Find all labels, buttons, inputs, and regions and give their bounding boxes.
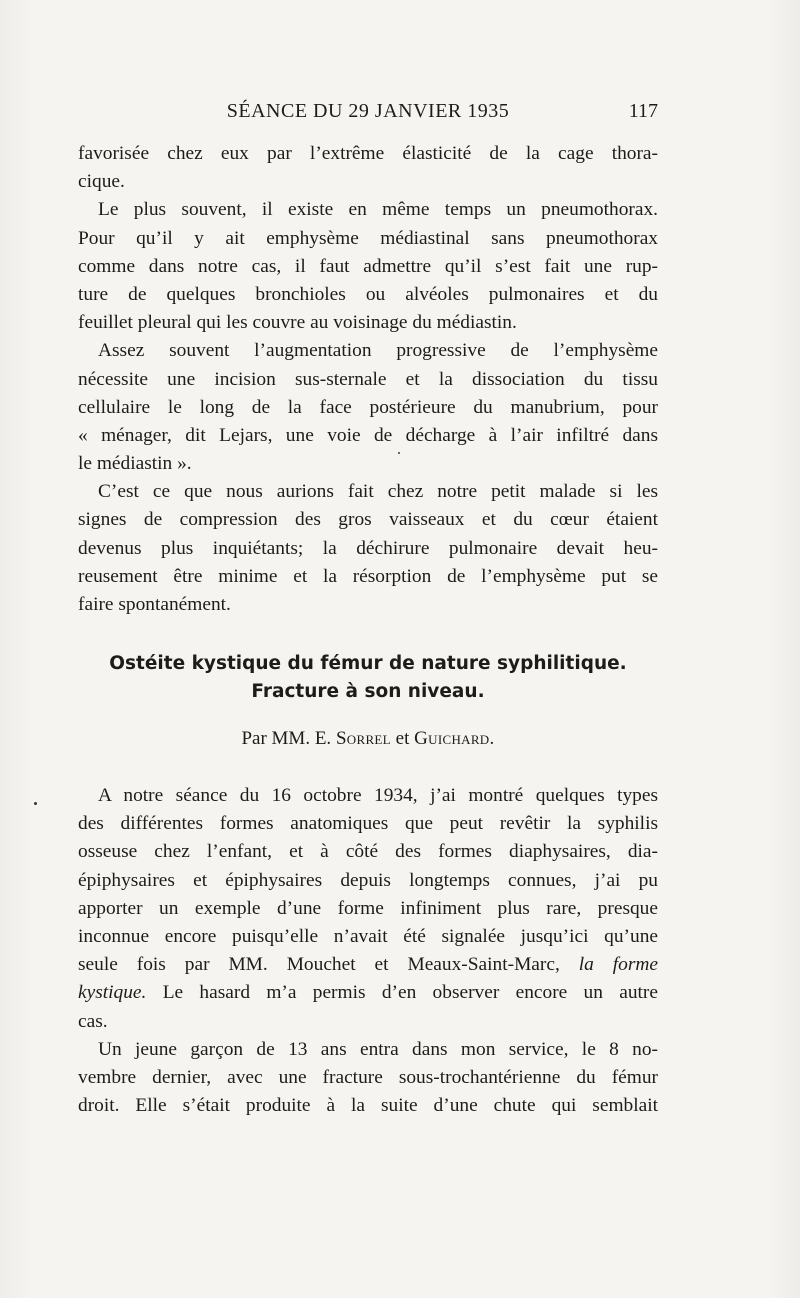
text-line: feuillet pleural qui les couvre au voisinage du médiastin. (78, 312, 517, 334)
author-sorrel: Sorrel (335, 728, 391, 749)
byline-prefix: Par MM. E. (241, 728, 332, 749)
text-line: « ménager, dit Lejars, une voie de décharge à l’air infiltré dans (78, 424, 658, 446)
article-title-line-1: Ostéite kystique du fémur de nature syphilitique. (109, 653, 627, 674)
text-fragment: seule fois par MM. Mouchet et Meaux-Saint-Marc, (78, 954, 560, 976)
text-line: ture de quelques bronchioles ou alvéoles pulmonaires et du (78, 283, 658, 305)
text-line: apporter un exemple d’une forme infiniment plus rare, presque (78, 897, 658, 919)
text-line: signes de compression des gros vaisseaux et du cœur étaient (78, 509, 658, 531)
text-line: cas. (78, 1010, 108, 1032)
text-line (78, 951, 658, 979)
text-line: inconnue encore puisqu’elle n’avait été signalée jusqu’ici qu’une (78, 925, 658, 947)
print-speck (398, 452, 400, 454)
continued-text-block (78, 140, 658, 619)
text-line: cique. (78, 171, 125, 193)
article-title-line-2: Fracture à son niveau. (251, 681, 485, 702)
article-byline (78, 728, 658, 750)
italic-phrase: kystique. (78, 982, 147, 1004)
text-fragment: Le hasard m’a permis d’en observer encore un autre (162, 982, 658, 1004)
text-line: faire spontanément. (78, 594, 231, 615)
text-line: comme dans notre cas, il faut admettre qu’il s’est fait une rup- (78, 255, 658, 277)
text-line: Assez souvent l’augmentation progressive de l’emphysème (98, 340, 658, 362)
running-title: SÉANCE DU 29 JANVIER 1935 (226, 100, 510, 122)
page-header (78, 100, 658, 130)
print-speck (34, 802, 37, 805)
text-line: cellulaire le long de la face postérieure du manubrium, pour (78, 396, 658, 418)
article-text-block (78, 782, 658, 1120)
italic-phrase: la forme (578, 954, 658, 976)
text-line: Le plus souvent, il existe en même temps un pneumothorax. (98, 199, 658, 221)
text-line: favorisée chez eux par l’extrême élasticité de la cage thora- (78, 143, 658, 164)
page-number: 117 (628, 100, 658, 122)
text-line: reusement être minime et la résorption de l’emphysème put se (78, 565, 658, 587)
author-guichard: Guichard. (414, 728, 495, 749)
text-line (78, 979, 658, 1007)
text-line: le médiastin ». (78, 453, 192, 475)
text-line: droit. Elle s’était produite à la suite d’une chute qui semblait (78, 1095, 658, 1117)
byline-and: et (395, 728, 410, 749)
text-line: des différentes formes anatomiques que peut revêtir la syphilis (78, 813, 658, 835)
text-line: osseuse chez l’enfant, et à côté des formes diaphysaires, dia- (78, 841, 658, 863)
text-line: Un jeune garçon de 13 ans entra dans mon service, le 8 no- (98, 1038, 658, 1060)
text-line: A notre séance du 16 octobre 1934, j’ai montré quelques types (98, 785, 658, 806)
text-line: Pour qu’il y ait emphysème médiastinal sans pneumothorax (78, 227, 658, 249)
text-line: nécessite une incision sus-sternale et la dissociation du tissu (78, 368, 658, 390)
text-line: devenus plus inquiétants; la déchirure pulmonaire devait heu- (78, 537, 658, 559)
text-line: épiphysaires et épiphysaires depuis longtemps connues, j’ai pu (78, 869, 658, 891)
text-line: vembre dernier, avec une fracture sous-trochantérienne du fémur (78, 1066, 658, 1088)
text-line: C’est ce que nous aurions fait chez notre petit malade si les (98, 481, 658, 503)
